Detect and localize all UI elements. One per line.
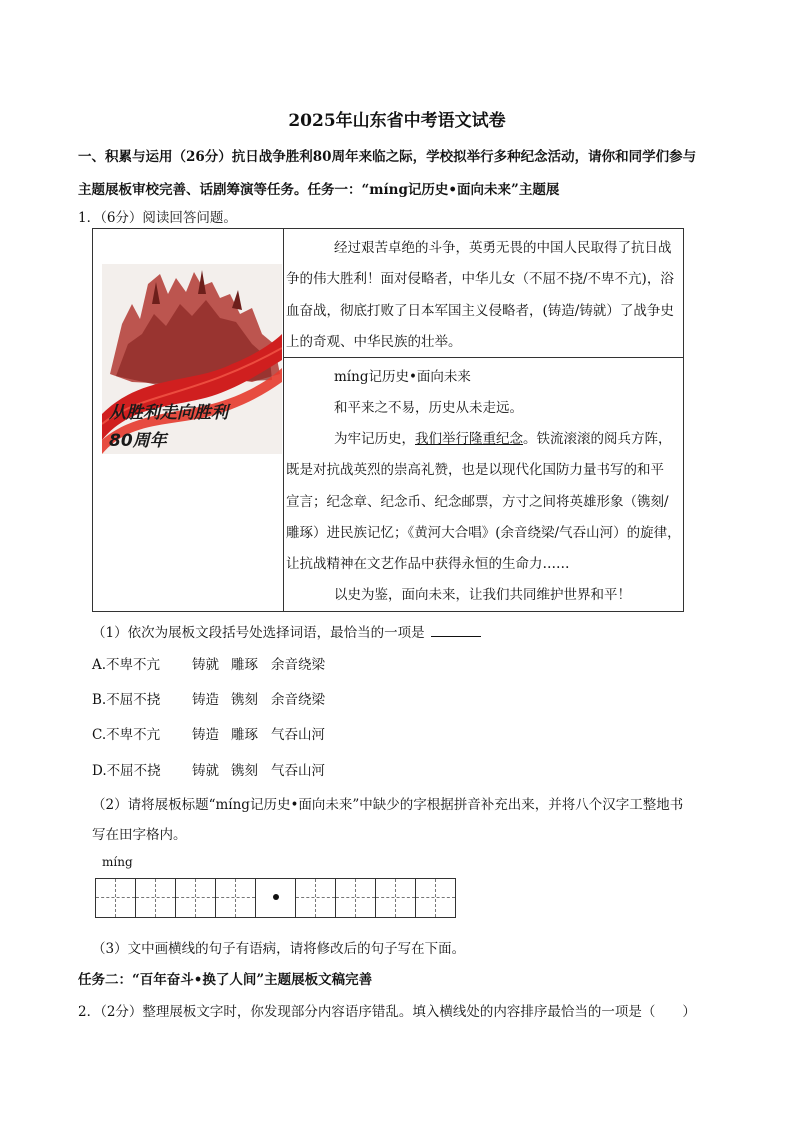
box2-line-suffix: 。铁流滚滚的阅兵方阵，: [523, 431, 672, 447]
tianzige-grid: [95, 878, 456, 918]
separator-dot: [273, 894, 279, 900]
box1-line: 经过艰苦卓绝的斗争，英勇无畏的中国人民取得了抗日战: [334, 240, 672, 256]
box2-line: 宣言；纪念章、纪念币、纪念邮票，方寸之间将英雄形象（镌刻/: [286, 494, 669, 510]
box2-line: 既是对抗战英烈的崇高礼赞，也是以现代化国防力量书写的和平: [286, 462, 664, 478]
option-word: 镌刻: [231, 763, 258, 779]
answer-blank[interactable]: [431, 624, 481, 637]
grid-cell[interactable]: [336, 879, 376, 917]
box2-line: 以史为鉴，面向未来，让我们共同维护世界和平！: [334, 587, 631, 603]
grid-cell[interactable]: [136, 879, 176, 917]
poster-slogan: 从胜利走向胜利: [109, 403, 228, 423]
option-word: 铸就: [192, 657, 219, 673]
grid-cell[interactable]: [96, 879, 136, 917]
grid-cell[interactable]: [216, 879, 256, 917]
q1-sub1-text: （1）依次为展板文段括号处选择词语，最恰当的一项是: [92, 625, 425, 641]
option-label: A.不卑不亢: [92, 657, 161, 673]
grid-cell[interactable]: [296, 879, 336, 917]
option-word: 余音绕梁: [271, 692, 325, 708]
box2-heading: míng记历史•面向未来: [334, 369, 471, 385]
poster-anniversary: 80周年: [109, 431, 167, 451]
table-divider-vertical: [283, 228, 284, 612]
page-title: 2025年山东省中考语文试卷: [288, 111, 506, 131]
option-word: 雕琢: [231, 727, 258, 743]
option-label: B.不屈不挠: [92, 692, 161, 708]
option-word: 气吞山河: [271, 727, 325, 743]
option-label: D.不屈不挠: [92, 763, 161, 779]
option-word: 铸造: [192, 727, 219, 743]
option-word: 镌刻: [231, 692, 258, 708]
box2-line-prefix: 为牢记历史，: [334, 431, 415, 447]
box1-line: 争的伟大胜利！面对侵略者，中华儿女（不屈不挠/不卑不亢)，浴: [286, 271, 674, 287]
section1-intro-line1: 一、积累与运用（26分）抗日战争胜利80周年来临之际，学校拟举行多种纪念活动，请你和同学们参与: [78, 149, 697, 165]
box1-line: 血奋战，彻底打败了日本军国主义侵略者，(铸造/铸就）了战争史: [286, 303, 674, 319]
section1-intro-line2: 主题展板审校完善、话剧筹演等任务。任务一：“míng记历史•面向未来”主题展: [78, 182, 560, 198]
box2-line: [334, 424, 672, 456]
box1-line: 上的奇观、中华民族的壮举。: [286, 334, 462, 350]
q1-sub1: [92, 621, 481, 641]
grid-cell[interactable]: [376, 879, 416, 917]
box2-line: 雕琢）进民族记忆；《黄河大合唱》(余音绕梁/气吞山河）的旋律，: [286, 525, 681, 541]
box2-line: 让抗战精神在文艺作品中获得永恒的生命力……: [286, 556, 570, 572]
grid-cell[interactable]: [416, 879, 456, 917]
q1-stem: 1．（6分）阅读回答问题。: [78, 210, 237, 226]
q1-sub3: （3）文中画横线的句子有语病，请将修改后的句子写在下面。: [92, 941, 466, 957]
q2-stem: 2．（2分）整理展板文字时，你发现部分内容语序错乱。填入横线处的内容排序最恰当的一项是（ ）: [78, 1004, 696, 1020]
q1-sub2-line1: （2）请将展板标题“míng记历史•面向未来”中缺少的字根据拼音补充出来，并将八个汉字工整地书: [92, 797, 684, 813]
box2-line: 和平来之不易，历史从未走远。: [334, 400, 523, 416]
grid-dot-cell: [256, 879, 296, 917]
option-word: 铸就: [192, 763, 219, 779]
grid-cell[interactable]: [176, 879, 216, 917]
option-word: 气吞山河: [271, 763, 325, 779]
victory-anniversary-poster: [102, 264, 282, 454]
grid-pinyin: míng: [102, 855, 133, 869]
option-word: 雕琢: [231, 657, 258, 673]
q1-sub2-line2: 写在田字格内。: [92, 827, 187, 843]
option-label: C.不卑不亢: [92, 727, 161, 743]
underlined-sentence: 我们举行隆重纪念: [415, 431, 523, 447]
option-word: 余音绕梁: [271, 657, 325, 673]
task2-heading: 任务二：“百年奋斗•换了人间”主题展板文稿完善: [78, 972, 373, 988]
option-word: 铸造: [192, 692, 219, 708]
